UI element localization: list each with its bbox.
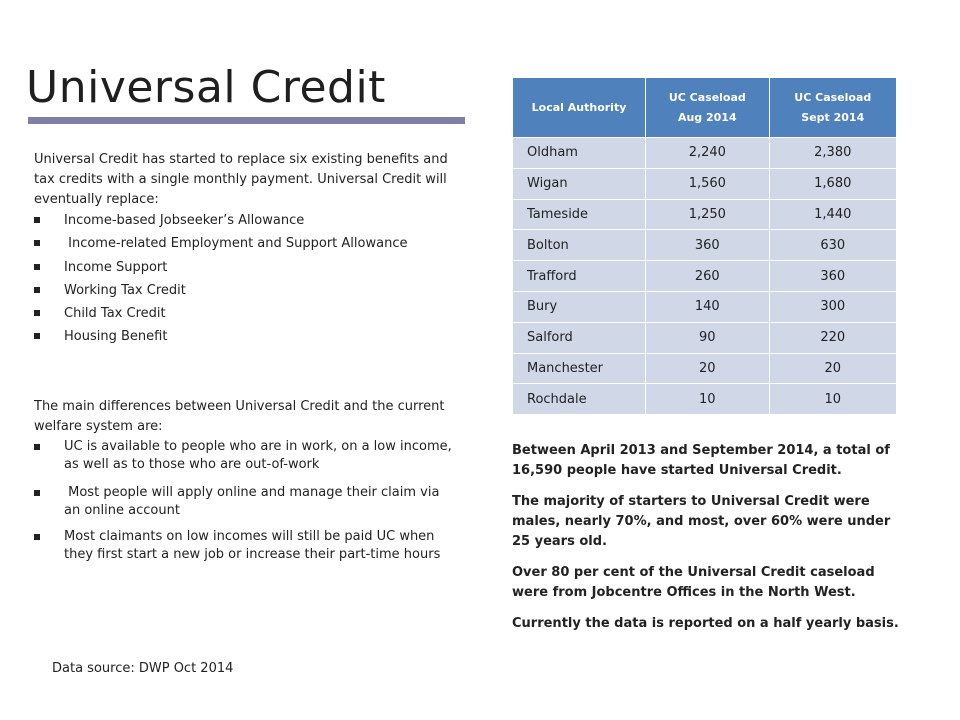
list-item (34, 258, 459, 281)
sept-cell: 20 (769, 353, 896, 384)
list-item (34, 438, 459, 474)
sept-cell: 220 (769, 322, 896, 353)
sept-cell: 1,680 (769, 168, 896, 199)
square-bullet-icon (34, 490, 40, 496)
square-bullet-icon (34, 287, 40, 293)
authority-cell: Oldham (513, 138, 646, 169)
authority-cell: Trafford (513, 261, 646, 292)
list-item (34, 327, 459, 350)
summary-notes (512, 441, 912, 645)
data-source-note: Data source: DWP Oct 2014 (52, 661, 234, 676)
caseload-table (512, 77, 897, 415)
table-row (513, 138, 897, 169)
authority-cell: Wigan (513, 168, 646, 199)
benefit-label: Housing Benefit (64, 329, 168, 345)
benefit-label: Child Tax Credit (64, 306, 166, 322)
header-aug-line1: UC Caseload (668, 90, 746, 104)
header-sept-line2: Sept 2014 (801, 110, 865, 124)
list-item (34, 484, 459, 520)
table-row (513, 230, 897, 261)
header-sept-line1: UC Caseload (794, 90, 872, 104)
table-row (513, 199, 897, 230)
difference-text: Most people will apply online and manage their claim via an online account (64, 485, 444, 518)
authority-cell: Bolton (513, 230, 646, 261)
sept-cell: 2,380 (769, 138, 896, 169)
difference-text: Most claimants on low incomes will still be paid UC when they first start a new job or increase their part-time hours (64, 529, 441, 562)
square-bullet-icon (34, 444, 40, 450)
summary-paragraph: Between April 2013 and September 2014, a total of 16,590 people have started Universal Credit. (512, 443, 890, 478)
difference-text: UC is available to people who are in work, on a low income, as well as to those who are out-of-work (64, 439, 452, 472)
sept-cell: 300 (769, 291, 896, 322)
differences-list (34, 438, 459, 574)
authority-cell: Bury (513, 291, 646, 322)
aug-cell: 2,240 (646, 138, 770, 169)
aug-cell: 1,250 (646, 199, 770, 230)
square-bullet-icon (34, 264, 40, 270)
replaced-benefits-list (34, 211, 459, 351)
table-row (513, 353, 897, 384)
square-bullet-icon (34, 534, 40, 540)
authority-cell: Manchester (513, 353, 646, 384)
header-aug-2014 (646, 78, 770, 138)
summary-paragraph: The majority of starters to Universal Credit were males, nearly 70%, and most, over 60% were under 25 years old. (512, 494, 891, 549)
list-item (34, 528, 459, 564)
aug-cell: 10 (646, 384, 770, 415)
aug-cell: 90 (646, 322, 770, 353)
square-bullet-icon (34, 217, 40, 223)
table-row (513, 168, 897, 199)
authority-cell: Salford (513, 322, 646, 353)
header-sept-2014 (769, 78, 896, 138)
sept-cell: 360 (769, 261, 896, 292)
aug-cell: 260 (646, 261, 770, 292)
table-row (513, 384, 897, 415)
header-aug-line2: Aug 2014 (677, 110, 737, 124)
aug-cell: 1,560 (646, 168, 770, 199)
list-item (34, 211, 459, 234)
square-bullet-icon (34, 240, 40, 246)
sept-cell: 630 (769, 230, 896, 261)
list-item (34, 304, 459, 327)
aug-cell: 360 (646, 230, 770, 261)
slide-title: Universal Credit (26, 62, 386, 113)
summary-paragraph: Currently the data is reported on a half yearly basis. (512, 616, 899, 631)
benefit-label: Working Tax Credit (64, 282, 186, 298)
authority-cell: Rochdale (513, 384, 646, 415)
benefit-label: Income-related Employment and Support Allowance (64, 236, 408, 252)
benefit-label: Income Support (64, 259, 168, 275)
authority-cell: Tameside (513, 199, 646, 230)
intro-paragraph: Universal Credit has started to replace six existing benefits and tax credits with a single monthly payment. Universal Credit will eventually replace: (34, 152, 448, 207)
list-item (34, 281, 459, 304)
table-header-row (513, 78, 897, 138)
title-underline (28, 117, 465, 124)
aug-cell: 140 (646, 291, 770, 322)
benefit-label: Income-based Jobseeker’s Allowance (64, 213, 305, 228)
table-row (513, 322, 897, 353)
table-row (513, 261, 897, 292)
summary-paragraph: Over 80 per cent of the Universal Credit caseload were from Jobcentre Offices in the North West. (512, 565, 875, 600)
sept-cell: 10 (769, 384, 896, 415)
aug-cell: 20 (646, 353, 770, 384)
differences-intro: The main differences between Universal Credit and the current welfare system are: (34, 399, 445, 434)
header-local-authority: Local Authority (513, 78, 646, 138)
sept-cell: 1,440 (769, 199, 896, 230)
list-item (34, 234, 459, 257)
table-row (513, 291, 897, 322)
square-bullet-icon (34, 333, 40, 339)
square-bullet-icon (34, 310, 40, 316)
